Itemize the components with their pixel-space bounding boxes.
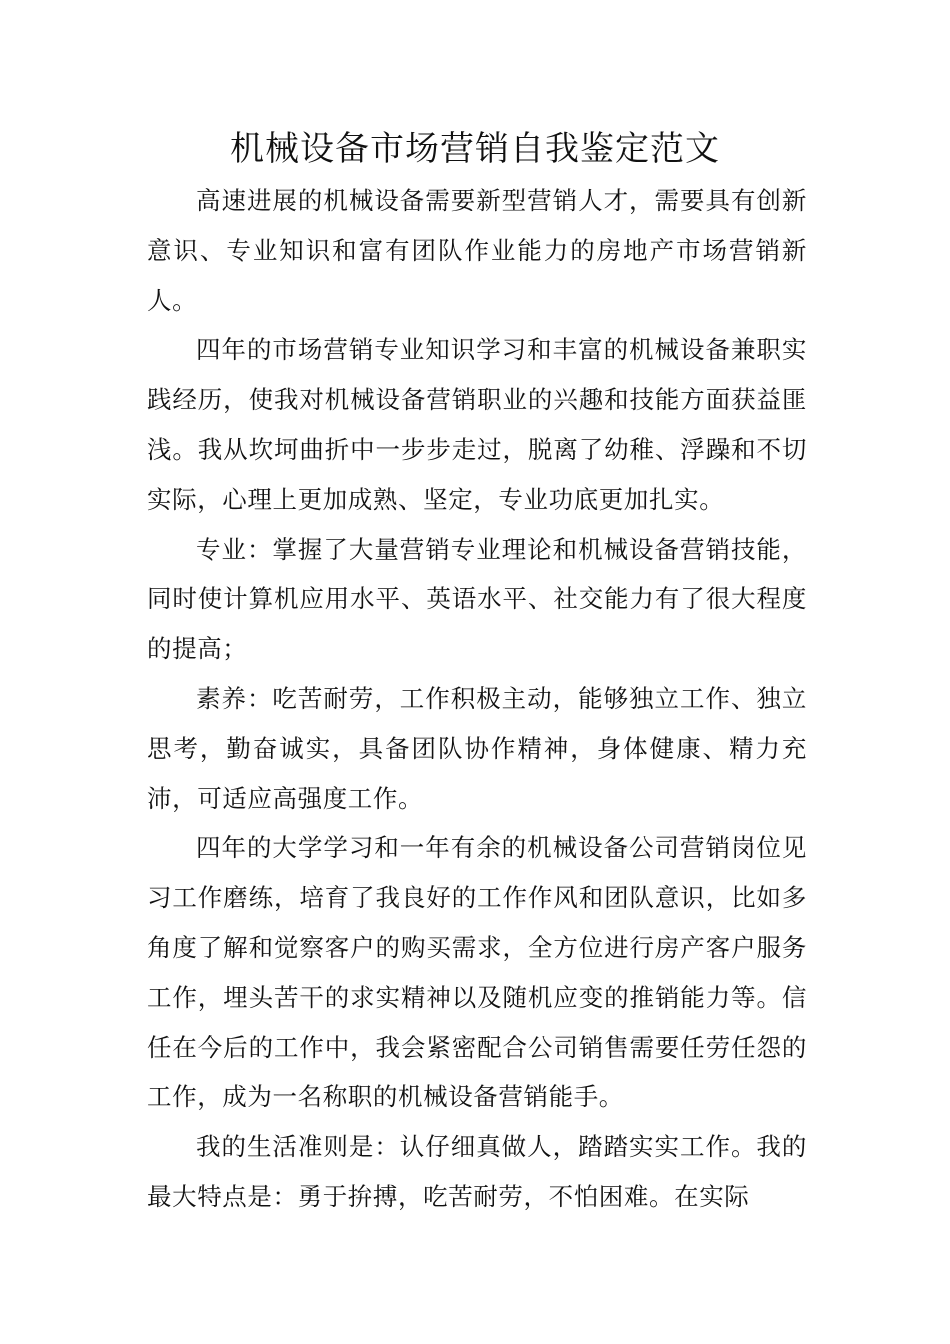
paragraph-internship: 四年的大学学习和一年有余的机械设备公司营销岗位见习工作磨练，培育了我良好的工作作风和团队意识，比如多角度了解和觉察客户的购买需求，全方位进行房产客户服务工作，埋头苦干的求实精神以及随机应变的推销能力等。信任在今后的工作中，我会紧密配合公司销售需要任劳任怨的工作，成为一名称职的机械设备营销能手。 [147, 833, 807, 1112]
document-title: 机械设备市场营销自我鉴定范文 [230, 129, 720, 169]
paragraph-principles: 我的生活准则是：认仔细真做人，踏踏实实工作。我的最大特点是：勇于拚搏，吃苦耐劳，不怕困难。在实际 [147, 1132, 807, 1211]
paragraph-experience: 四年的市场营销专业知识学习和丰富的机械设备兼职实践经历，使我对机械设备营销职业的兴趣和技能方面获益匪浅。我从坎坷曲折中一步步走过，脱离了幼稚、浮躁和不切实际，心理上更加成熟、坚定，专业功底更加扎实。 [147, 335, 807, 514]
paragraph-quality: 素养：吃苦耐劳，工作积极主动，能够独立工作、独立思考，勤奋诚实，具备团队协作精神，身体健康、精力充沛，可适应高强度工作。 [147, 683, 807, 813]
paragraph-intro: 高速进展的机械设备需要新型营销人才，需要具有创新意识、专业知识和富有团队作业能力的房地产市场营销新人。 [147, 186, 807, 315]
document-body [147, 176, 807, 1222]
paragraph-professional: 专业：掌握了大量营销专业理论和机械设备营销技能，同时使计算机应用水平、英语水平、社交能力有了很大程度的提高； [147, 534, 807, 664]
